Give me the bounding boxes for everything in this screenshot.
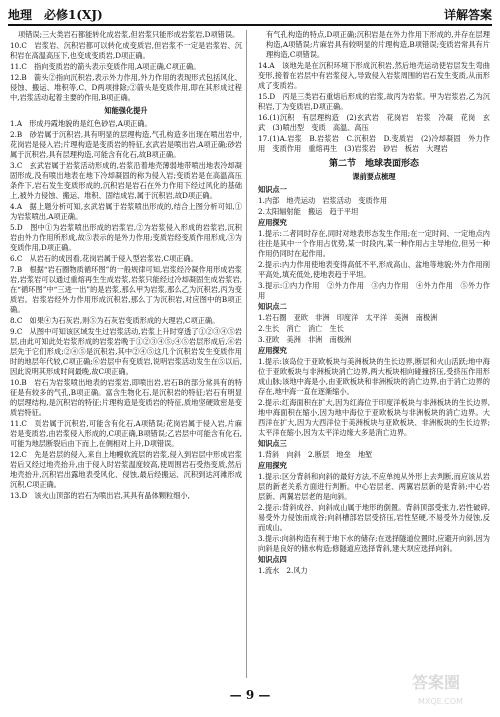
answer-item: 3.C 玄武岩属于岩浆活动形成的,岩浆沿着地壳薄弱地带喷出地表冷却凝固形成,没有喷出地表在地下冷却凝固的称为侵入岩;变质岩是在高温高压条件下,岩石发生变质形成的,沉积岩是岩石在外力作用下经过风化的基础上,被外力侵蚀、搬运、堆积、固结成岩,属于沉积岩,故D项正确。 [10,161,242,200]
answer-item: 10.C 岩浆岩、沉积岩都可以转化成变质岩,但岩浆不一定是岩浆岩、沉积岩在高温高压下,也变成变质岩,D项正确。 [10,41,242,60]
answer-item: 3.提示:①内力作用 ②外力作用 ③内力作用 ④外力作用 ⑤外力作用 [258,281,490,300]
answer-item: 8.C 如果④为石灰岩,则⑤为石灰岩变质形成的大理岩,C项正确。 [10,316,220,325]
application-label: 应用探究 [258,461,287,470]
answer-item: 15.D 丙是三类岩石重熔后形成的岩浆,故丙为岩浆。甲为岩浆岩,乙为沉积岩,丁为变质岩,D项正确。 [258,92,490,111]
answer-item: 2.提示:内力作用使地表变得高低不平,形成高山、盆地等地貌;外力作用削平高处,填充低处,使地表趋于平坦。 [258,260,490,279]
answer-item: 3.亚欧 美洲 非洲 南极洲 [258,335,352,344]
application-label: 应用探究 [258,346,287,355]
answer-item: 1.提示:二者同时存在,同时对地表形态发生作用;在一定时间、一定地点内往往是其中一个作用占优势,某一时段内,某一种作用占主导地位,但另一种作用仍同时在起作用。 [258,229,490,258]
site-watermark-logo [408,666,494,712]
answer-item: 1.提示:该岛位于亚欧板块与美洲板块的生长边界,断层和火山活跃;地中海位于亚欧板块与非洲板块消亡边界,两大板块相向碰撞挤压,受挤压作用形成山脉;该地中海是小,由亚欧板块和非洲板块的消亡边界,由于消亡边界的存在,地中海一直在逐渐缩小。 [258,357,490,396]
answer-item: 2.B 砂岩属于沉积岩,具有明显的层理构造,气孔构造多出现在喷出岩中,花岗岩是侵入岩;片理构造是变质岩的特征,玄武岩是喷出岩,A项正确;砂岩属于沉积岩,具有层理构造,可能含有化石,故B项正确。 [10,130,242,159]
answer-item: 5.D 图中①为岩浆喷出形成的岩浆岩,②为岩浆侵入形成的岩浆岩,沉积岩由外力作用所形成,故⑤表示的是外力作用;变质岩经变质作用形成,③为变质作用,D项正确。 [10,223,242,252]
right-column [258,30,490,577]
answer-item: 1.A 形成丹霞地貌的是红色砂岩,A项正确。 [10,119,152,128]
answer-item: 4.A 据上题分析可知,玄武岩属于岩浆喷出形成的,结合上图分析可知,①为岩浆喷出,A项正确。 [10,202,242,221]
watermark-url: MXQE.COM [418,697,464,706]
answer-item: 16.(1)沉积 有层理构造 (2)玄武岩 花岗岩 岩浆 冷凝 花岗 玄武 (3)喷出型 变质 高温、高压 [258,113,490,132]
watermark-text: 答案圈 [412,673,461,692]
answer-item: 12.C 先是岩层的侵入,来自上地幔软流层的岩浆,侵入到岩层中形成岩浆岩后又经过地壳抬升,由于侵入时岩浆温度较高,使周围岩石受热变质,然后地壳抬升,沉积岩出露地表受风化、侵蚀,最后经搬运、沉积到达河滩形成沉积,C项正确。 [10,450,242,489]
column-divider [246,30,247,678]
knowledge-point-label: 知识点一 [258,185,287,194]
page-number-value: — 9 — [230,688,271,702]
section-title: 第二节 地球表面形态 [328,159,419,169]
paragraph: 有气孔构造的特点,D项正确;沉积岩是在外力作用下形成的,并存在层理构造,A项错误;片麻岩具有较明显的片理构造,B项错误;变质岩常具有片理构造,C项错误。 [266,30,490,59]
subsection-title: 课前要点梳理 [352,172,396,181]
answer-item: 10.B 岩石为岩浆喷出地表的岩浆岩,即喷出岩,岩石B的部分常具有的特征是有较多的气孔,B项正确。富含生物化石,是沉积岩的特征;岩石有明显的层理结构,是沉积岩的特征;片理构造是变质岩的特征,质地坚硬致密是变质岩特征。 [10,378,242,417]
left-column [10,30,242,502]
answer-item: 1.提示:区分背斜和向斜的最好方法,不应单纯从外形上去判断,而应该从岩层的新老关系方面进行判断。中心岩层老、两翼岩层新的是背斜;中心岩层新、两翼岩层老的是向斜。 [258,472,490,501]
answer-item: 1.流水 2.风力 [258,566,308,575]
answer-item: 1.内部 地壳运动 岩浆活动 变质作用 [258,196,388,205]
application-label: 应用探究 [258,218,287,227]
answer-item: 6.C 从岩石的成因看,花岗岩属于侵入型岩浆岩,C项正确。 [10,254,198,263]
section-heading: 知能强化提升 [104,106,148,115]
answer-item: 2.太阳辐射能 搬运 趋于平坦 [258,207,359,216]
answer-item: 11.C 页岩属于沉积岩,可能含有化石,A项错误;花岗岩属于侵入岩,片麻岩是变质岩,由岩浆侵入形成的,C项正确,B项错误;乙岩层中可能含有化石,可能为地层断裂后由下而上,在侧相对上升,D项错误。 [10,419,242,448]
answer-item: 2.提示:红海面积在扩大,因为红海位于印度洋板块与非洲板块的生长边界,地中海面积在缩小,因为地中海位于亚欧板块与非洲板块的消亡边界。大西洋在扩大,因为大西洋位于美洲板块与亚欧板块、非洲板块的生长边界;太平洋在缩小,因为太平洋边缘大多是消亡边界。 [258,398,490,437]
answer-item: 1.背斜 向斜 2.断层 地垒 地堑 [258,450,373,459]
knowledge-point-label: 知识点二 [258,302,287,311]
answer-item: 13.D 该火山顶部的岩石为喷出岩,其具有晶体颗粒细小, [10,491,190,500]
answer-item: 1.岩石圈 亚欧 非洲 印度洋 太平洋 美洲 南极洲 [258,313,438,322]
answer-key-title: 详解答案 [443,8,492,22]
answer-item: 11.C 指向变质岩的箭头表示变质作用,A项正确,C项正确。 [10,62,201,71]
answer-item: 9.C 从图中可知该区域发生过岩浆活动,岩浆上升时穿透了①②③④⑤岩层,由此可知此处岩浆形成的岩浆岩晚于①②③④⑤;④⑤岩层形成后,⑥岩层先于它们形成;②④⑤是沉积岩,其中②④⑤这几个沉积岩发生变质作用时的地层年代较,C项正确;⑥岩层中有变质岩,说明岩浆活动发生在⑤以后,因此说明其形成时间最晚,故C项正确。 [10,327,242,376]
knowledge-point-label: 知识点四 [258,555,287,564]
answer-item: 7.B 根据“岩石圈物质循环图”的一般规律可知,岩浆经冷凝作用形成岩浆岩,岩浆岩可以通过重熔再生生成岩浆,岩浆只能经过冷却凝固生成岩浆岩,在“循环图”中“三进一出”的是岩浆,那么甲为岩浆,那么乙为沉积岩,丙为变质岩。岩浆岩经外力作用形成沉积岩,那么丁为沉积岩,对应图中的B项正确。 [10,265,242,314]
answer-item: 17.(1)A.岩浆 B.岩浆岩 C.沉积岩 D.变质岩 (2)冷却凝固 外力作用 变质作用 重熔再生 (3)岩浆岩 砂岩 板岩 大理岩 [258,134,490,153]
subject-title: 地理 必修1(XJ) [8,8,103,22]
answer-item: 14.A 该地先是在沉积环境下形成沉积岩,然后地壳运动使岩层发生弯曲变形,接着在岩层中有岩浆侵入,导致侵入岩浆周围的岩石发生变质,从而形成了变质岩。 [258,61,490,90]
answer-item: 2.生长 消亡 消亡 生长 [258,324,344,333]
knowledge-point-label: 知识点三 [258,439,287,448]
answer-item: 2.提示:背斜成谷、向斜成山属于地形的倒置。背斜顶部受张力,岩性破碎,易受外力侵蚀而成谷;向斜槽部岩层受挤压,岩性坚硬,不易受外力侵蚀,反而成山。 [258,503,490,532]
answer-item: 12.B 箭头②指向沉积岩,表示外力作用,外力作用的表现形式包括风化、侵蚀、搬运、堆积等,C、D两项排除;②箭头是变质作用,即在其形成过程中,岩浆活动起着主要的作用,B项正确。 [10,73,242,102]
answer-item: 3.提示:向斜构造有利于地下水的储存;在选择隧道位置时,应避开向斜,因为向斜是良好的储水构造;修隧道应选择背斜,建大坝应选择向斜。 [258,534,490,553]
paragraph: 项错误;三大类岩石都能转化成岩浆,但岩浆只能形成岩浆岩,D项错误。 [18,30,240,39]
page-header [8,6,492,26]
